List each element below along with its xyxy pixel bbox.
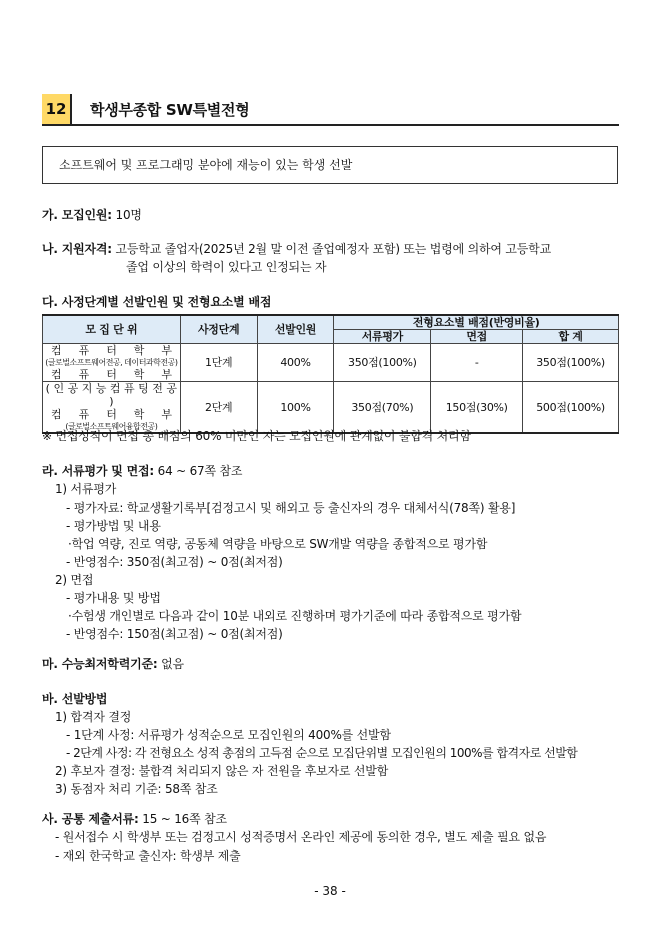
score-table xyxy=(42,314,619,434)
unit-name: 컴 퓨 터 학 부 xyxy=(51,368,172,381)
header-doc: 서류평가 xyxy=(334,330,431,344)
interview-score-cell: 150점(30%) xyxy=(431,382,523,434)
count-cell: 100% xyxy=(257,382,334,434)
list-item: 2) 후보자 결정: 불합격 처리되지 않은 자 전원을 후보자로 선발함 xyxy=(55,764,389,778)
section-title: 학생부종합 SW특별전형 xyxy=(90,101,250,119)
section-number: 12 xyxy=(42,94,72,124)
score-table-heading: 다. 사정단계별 선발인원 및 전형요소별 배점 xyxy=(42,295,272,309)
evaluation-heading xyxy=(42,463,242,479)
recruit-count xyxy=(42,207,142,223)
selection-heading: 바. 선발방법 xyxy=(42,692,108,706)
header-total: 합 계 xyxy=(523,330,619,344)
evaluation-ref: 64 ~ 67쪽 참조 xyxy=(154,464,243,478)
csat-minimum-value: 없음 xyxy=(157,657,184,671)
table-row xyxy=(43,382,619,434)
list-item: 1) 합격자 결정 xyxy=(55,710,132,724)
page-number: - 38 - xyxy=(314,884,346,898)
list-item: - 1단계 사정: 서류평가 성적순으로 모집인원의 400%를 선발함 xyxy=(66,728,391,742)
eligibility-line1: 고등학교 졸업자(2025년 2월 말 이전 졸업예정자 포함) 또는 법령에 의하여 고등학교 xyxy=(111,242,551,256)
list-item: - 원서접수 시 학생부 또는 검정고시 성적증명서 온라인 제공에 동의한 경우, 별도 제출 필요 없음 xyxy=(55,830,547,844)
unit-cell xyxy=(43,382,181,434)
table-row xyxy=(43,344,619,382)
list-item: - 평가내용 및 방법 xyxy=(66,591,161,605)
interview-score-cell: - xyxy=(431,344,523,382)
table-note: ※ 면접성적이 면접 총 배점의 60% 미만인 자는 모집인원에 관계없이 불합격 처리함 xyxy=(42,429,471,443)
list-item: 2) 면접 xyxy=(55,573,94,587)
stage-cell: 2단계 xyxy=(180,382,257,434)
list-item: ·학업 역량, 진로 역량, 공동체 역량을 바탕으로 SW개발 역량을 종합적으로 평가함 xyxy=(68,537,488,551)
documents-label: 사. 공통 제출서류: xyxy=(42,812,139,826)
header-stage: 사정단계 xyxy=(180,315,257,344)
list-item: 3) 동점자 처리 기준: 58쪽 참조 xyxy=(55,782,218,796)
eligibility-label: 나. 지원자격: xyxy=(42,242,112,256)
doc-score-cell: 350점(70%) xyxy=(334,382,431,434)
section-header xyxy=(42,94,619,126)
header-count: 선발인원 xyxy=(257,315,334,344)
doc-score-cell: 350점(100%) xyxy=(334,344,431,382)
list-item: - 반영점수: 150점(최고점) ~ 0점(최저점) xyxy=(66,627,283,641)
evaluation-label: 라. 서류평가 및 면접: xyxy=(42,464,155,478)
documents-heading xyxy=(42,811,227,827)
list-item: 1) 서류평가 xyxy=(55,482,117,496)
list-item: - 평가자료: 학교생활기록부[검정고시 및 해외고 등 출신자의 경우 대체서식(78쪽) 활용] xyxy=(66,501,516,515)
unit-name: 컴 퓨 터 학 부 xyxy=(51,408,172,421)
unit-major: (글로벌소프트웨어전공, 데이터과학전공) xyxy=(45,358,178,367)
total-score-cell: 350점(100%) xyxy=(523,344,619,382)
recruit-count-value: 10명 xyxy=(111,208,142,222)
count-cell: 400% xyxy=(257,344,334,382)
unit-cell xyxy=(43,344,181,382)
list-item: - 재외 한국학교 출신자: 학생부 제출 xyxy=(55,849,241,863)
list-item: - 평가방법 및 내용 xyxy=(66,519,161,533)
list-item: - 반영점수: 350점(최고점) ~ 0점(최저점) xyxy=(66,555,283,569)
recruit-count-label: 가. 모집인원: xyxy=(42,208,112,222)
header-scoring: 전형요소별 배점(반영비율) xyxy=(334,315,619,330)
csat-minimum-label: 마. 수능최저학력기준: xyxy=(42,657,158,671)
list-item: - 2단계 사정: 각 전형요소 성적 총점의 고득점 순으로 모집단위별 모집인원의 100%를 합격자로 선발함 xyxy=(66,746,578,760)
unit-major: (글로벌소프트웨어융합전공) xyxy=(65,422,158,431)
header-interview: 면접 xyxy=(431,330,523,344)
documents-ref: 15 ~ 16쪽 참조 xyxy=(138,812,227,826)
csat-minimum xyxy=(42,656,184,672)
stage-cell: 1단계 xyxy=(180,344,257,382)
unit-major: ( 인 공 지 능 컴 퓨 팅 전 공 ) xyxy=(45,382,178,408)
eligibility-line2: 졸업 이상의 학력이 있다고 인정되는 자 xyxy=(126,260,327,274)
intro-box: 소프트웨어 및 프로그래밍 분야에 재능이 있는 학생 선발 xyxy=(42,146,618,184)
header-unit: 모 집 단 위 xyxy=(43,315,181,344)
unit-name: 컴 퓨 터 학 부 xyxy=(51,344,172,357)
eligibility xyxy=(42,241,551,257)
total-score-cell: 500점(100%) xyxy=(523,382,619,434)
list-item: ·수험생 개인별로 다음과 같이 10분 내외로 진행하며 평가기준에 따라 종합적으로 평가함 xyxy=(68,609,522,623)
